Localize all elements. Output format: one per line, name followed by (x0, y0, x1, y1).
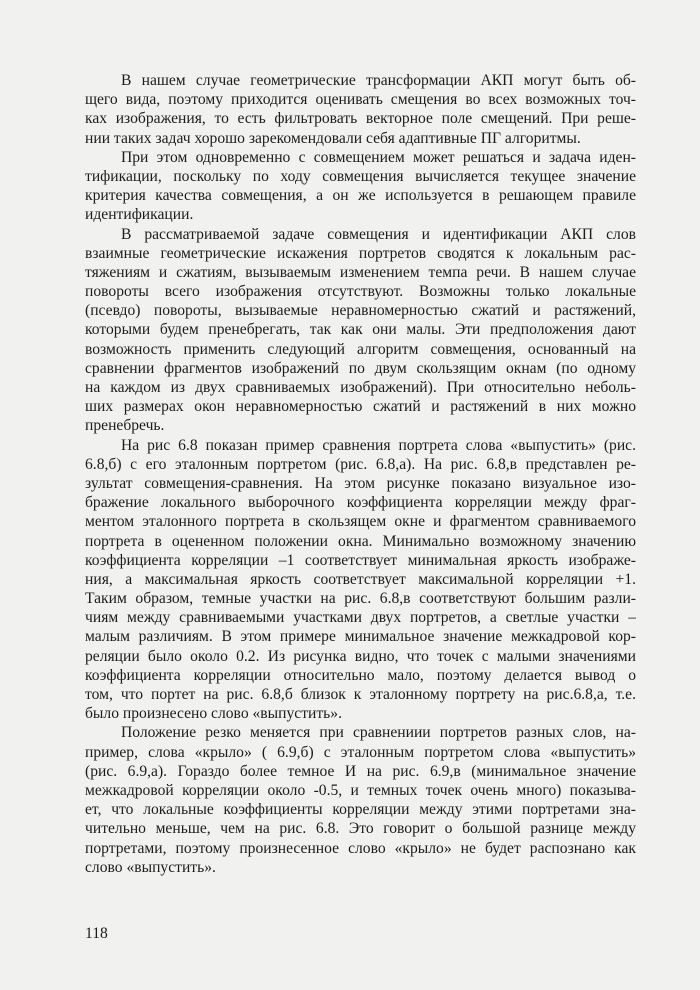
text-line: тификации, поскольку по ходу совмещения вычисляется текущее значение (85, 167, 636, 185)
text-line: (псевдо) повороты, вызываемые неравномерностью сжатий и растяжений, (85, 302, 636, 320)
text-line: В нашем случае геометрические трансформации АКП могут быть об- (121, 72, 636, 89)
body-text (85, 71, 636, 877)
text-line: (рис. 6.9,а). Гораздо более темное И на рис. 6.9,в (минимальное значение (85, 762, 636, 780)
text-line: портрета в оцененном положении окна. Минимально возможному значению (85, 532, 636, 550)
text-line: нии таких задач хорошо зарекомендовали себя адаптивные ПГ алгоритмы. (85, 129, 581, 147)
text-line: щего вида, поэтому приходится оценивать смещения во всех возможных точ- (85, 91, 636, 109)
text-line: портретами, поэтому произнесенное слово «крыло» не будет распознано как (85, 839, 636, 857)
page-number: 118 (85, 925, 108, 942)
text-line: реляции было около 0.2. Из рисунка видно, что точек с малыми значениями (85, 647, 636, 665)
text-line: Положение резко меняется при сравнениии портретов разных слов, на- (121, 724, 636, 742)
text-line: На рис 6.8 показан пример сравнения портрета слова «выпустить» (рис. (121, 436, 636, 454)
text-line: ментом эталонного портрета в скользящем окне и фрагментом сравниваемого (85, 513, 636, 531)
text-line: взаимные геометрические искажения портретов сводятся к локальным рас- (85, 244, 636, 262)
text-line: возможность применить следующий алгоритм совмещения, основанный на (85, 340, 636, 358)
text-line: коэффициента корреляции –1 соответствует минимальная яркость изображе- (85, 551, 636, 569)
text-line: ет, что локальные коэффициенты корреляции между этими портретами зна- (85, 801, 636, 819)
text-line: ших размерах окон неравномерностью сжатий и растяжений в них можно (85, 398, 636, 416)
text-line: идентификации. (85, 206, 194, 224)
text-line: чиям между сравниваемыми участками двух портретов, а светлые участки – (85, 609, 636, 627)
text-line: сравнении фрагментов изображений по двум скользящим окнам (по одному (85, 359, 636, 377)
text-line: ния, а максимальная яркость соответствует максимальной корреляции +1. (85, 570, 636, 588)
text-line: 6.8,б) с его эталонным портретом (рис. 6.8,а). На рис. 6.8,в представлен ре- (85, 455, 636, 473)
text-line: критерия качества совмещения, а он же используется в решающем правиле (85, 187, 636, 205)
text-line: пренебречь. (85, 417, 165, 435)
paragraph-2 (85, 148, 636, 225)
text-line: зультат совмещения-сравнения. На этом рисунке показано визуальное изо- (85, 474, 636, 492)
text-line: было произнесено слово «выпустить». (85, 705, 342, 723)
text-line: В рассматриваемой задаче совмещения и идентификации АКП слов (121, 225, 636, 243)
text-line: чительно меньше, чем на рис. 6.8. Это говорит о большой разнице между (85, 820, 636, 838)
paragraph-3 (85, 225, 636, 436)
text-line: бражение локального выборочного коэффициента корреляции между фраг- (85, 494, 636, 512)
text-line: которыми будем пренебрегать, так как они малы. Эти предположения дают (85, 321, 636, 339)
paragraph-1 (85, 71, 636, 148)
text-line: слово «выпустить». (85, 858, 216, 876)
text-line: на каждом из двух сравниваемых изображений). При относительно неболь- (85, 379, 636, 396)
text-line: ках изображения, то есть фильтровать векторное поле смещений. При реше- (85, 110, 636, 128)
text-line: межкадровой корреляции около -0.5, и темных точек очень много) показыва- (85, 781, 636, 799)
text-line: малым различиям. В этом примере минимальное значение межкадровой кор- (85, 628, 636, 646)
paragraph-4 (85, 436, 636, 724)
text-line: повороты всего изображения отсутствуют. Возможны только локальные (85, 283, 636, 301)
text-line: том, что портет на рис. 6.8,б близок к эталонному портрету на рис.6.8,а, т.е. (85, 686, 636, 703)
text-line: тяжениям и сжатиям, вызываемым изменением темпа речи. В нашем случае (85, 263, 636, 281)
text-line: При этом одновременно с совмещением может решаться и задача иден- (121, 148, 636, 166)
text-line: пример, слова «крыло» ( 6.9,б) с эталонным портретом слова «выпустить» (85, 743, 636, 761)
text-line: коэффициента корреляции относительно мало, поэтому делается вывод о (85, 666, 636, 684)
text-line: Таким образом, темные участки на рис. 6.8,в соответствуют большим разли- (85, 590, 636, 608)
paragraph-5 (85, 723, 636, 877)
